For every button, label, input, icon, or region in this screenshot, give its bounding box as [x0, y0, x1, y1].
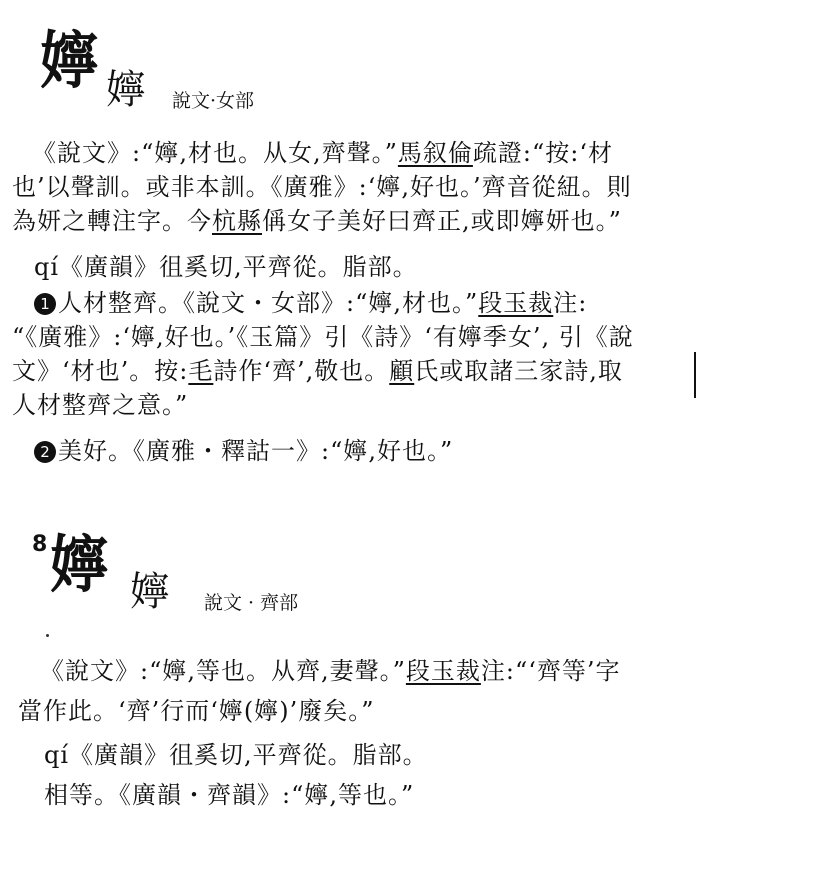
pronunciation-line: qí《廣韻》徂奚切,平齊從。脂部。	[44, 741, 428, 769]
name-underlined: 顧	[389, 357, 415, 385]
definition-line: 也’以聲訓。或非本訓。《廣雅》:‘嬣,好也。’齊音從紐。則	[12, 173, 632, 201]
headword-regular: 嬣	[40, 24, 99, 97]
sense-2: 2 美好。《廣雅・釋詁一》:“嬣,好也。”	[34, 436, 453, 466]
source-label: 說文 · 齊部	[204, 592, 299, 614]
entry-number: 8	[32, 532, 48, 557]
definition-line: 為妍之轉注字。今杭縣偁女子美好曰齊正,或即嬣妍也。”	[12, 207, 622, 235]
definition-line: 《說文》:“嬣,等也。从齊,妻聲。”段玉裁注:“‘齊等’字	[40, 657, 621, 685]
headword-regular: 嬣	[50, 528, 109, 601]
name-underlined: 馬叙倫	[397, 139, 473, 167]
name-underlined: 毛	[188, 357, 214, 385]
definition-line: 當作此。‘齊’行而‘嬣(嬣)’廢矣。”	[18, 697, 375, 725]
definition-line: “《廣雅》:‘嬣,好也。’《玉篇》引《詩》‘有嬣季女’, 引《說	[12, 323, 634, 351]
source-label: 說文·女部	[172, 90, 255, 112]
margin-rule	[694, 352, 696, 398]
definition-line: 文》‘材也’。按:毛詩作‘齊’,敬也。顧氏或取諸三家詩,取	[12, 357, 623, 385]
name-underlined: 段玉裁	[478, 289, 554, 317]
sense-1: 1 人材整齊。《說文・女部》:“嬣,材也。”段玉裁注:	[34, 288, 587, 318]
name-underlined: 段玉裁	[405, 657, 481, 685]
seal-script-glyph: 嬣	[130, 569, 168, 615]
definition-line: 人材整齊之意。”	[12, 391, 189, 419]
sense-number-badge: 2	[34, 441, 56, 463]
seal-script-glyph: 嬣	[106, 67, 144, 113]
pronunciation-line: qí《廣韻》徂奚切,平齊從。脂部。	[34, 253, 418, 281]
place-underlined: 杭縣	[212, 207, 262, 235]
sense-number-badge: 1	[34, 293, 56, 315]
definition-line: 《說文》:“嬣,材也。从女,齊聲。”馬叙倫疏證:“按:‘材	[32, 139, 613, 167]
print-speck	[46, 634, 49, 637]
definition-line: 相等。《廣韻・齊韻》:“嬣,等也。”	[44, 781, 415, 809]
